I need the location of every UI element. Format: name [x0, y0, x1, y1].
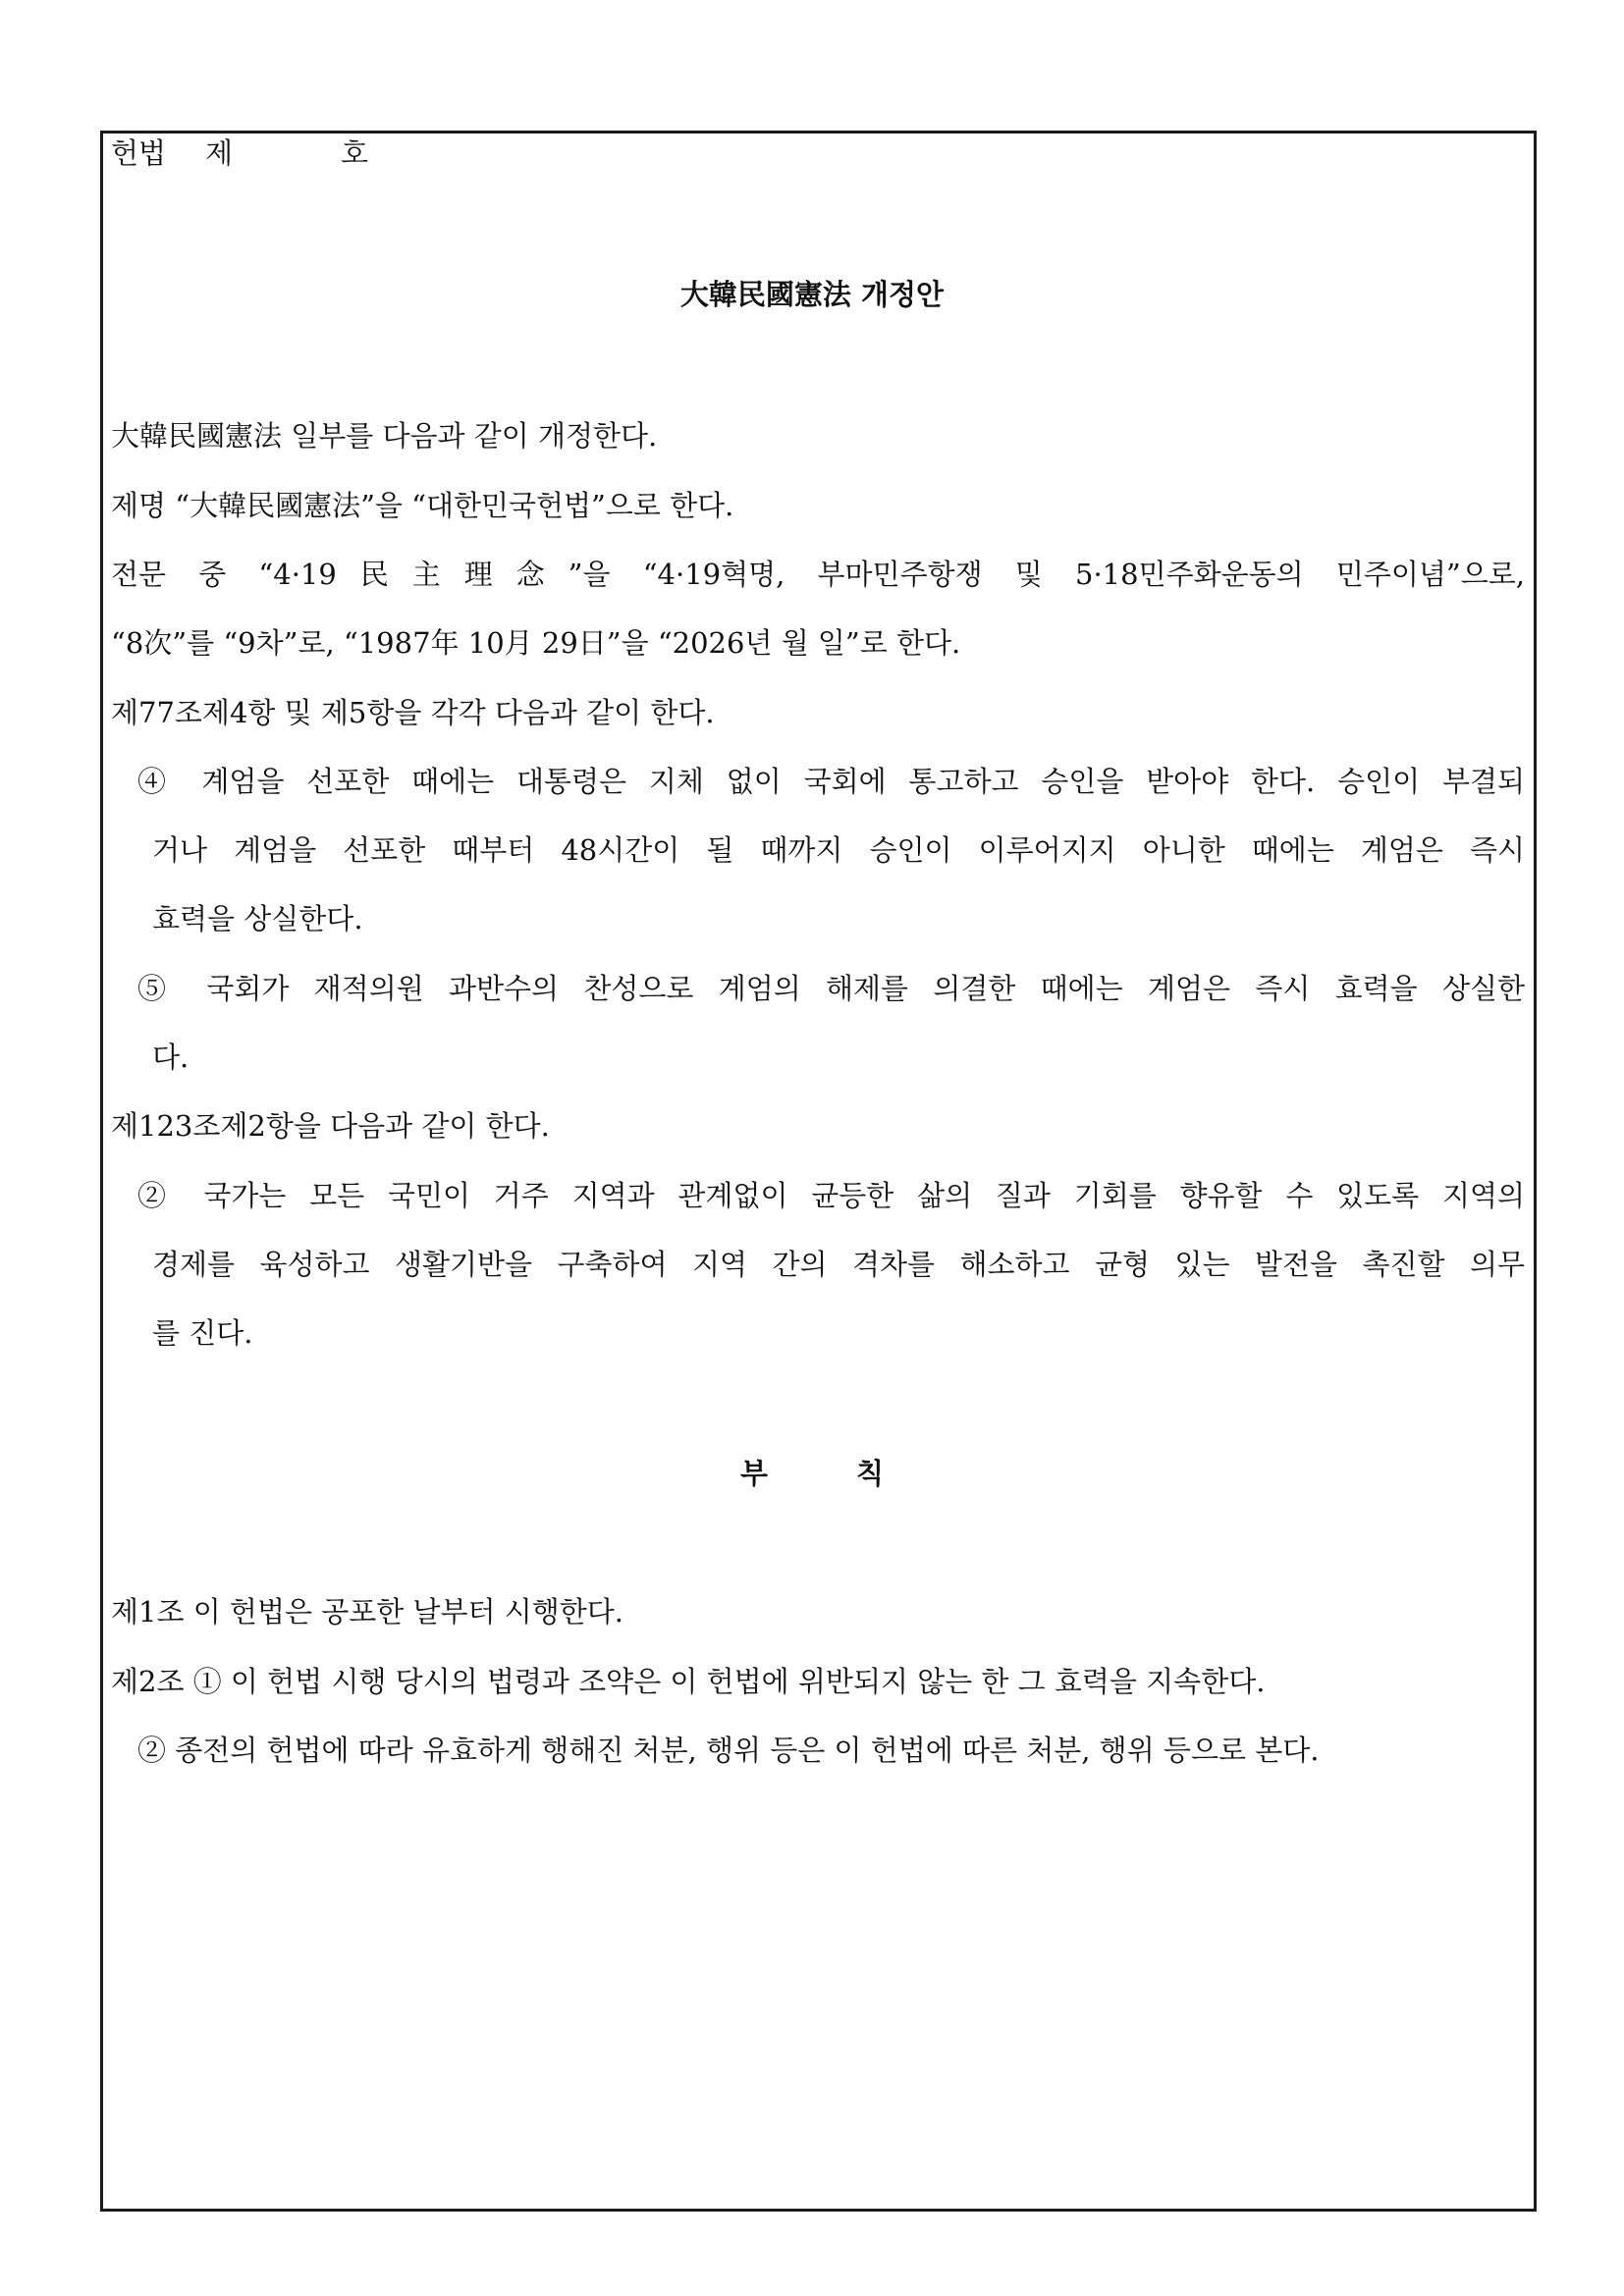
supplementary-article-1: 제1조 이 헌법은 공포한 날부터 시행한다.	[111, 1595, 623, 1629]
supplementary-heading	[0, 1454, 1624, 1493]
doc-ho: 호	[341, 136, 369, 170]
doc-label: 헌법	[111, 136, 167, 170]
article-77-intro: 제77조제4항 및 제5항을 각각 다음과 같이 한다.	[111, 696, 715, 729]
supplementary-article-2-paragraph-1: 제2조 ① 이 헌법 시행 당시의 법령과 조약은 이 헌법에 위반되지 않는 한 그 효력을 지속한다.	[111, 1665, 1266, 1698]
article-123-paragraph-2-line-3: 를 진다.	[152, 1316, 253, 1350]
supplementary-heading-right: 칙	[856, 1457, 885, 1490]
article-77-paragraph-5-line-1: ⑤ 국회가 재적의원 과반수의 찬성으로 계엄의 해제를 의결한 때에는 계엄은 즉시 효력을 상실한	[137, 972, 1525, 1005]
supplementary-article-2-paragraph-2: ② 종전의 헌법에 따라 유효하게 행해진 처분, 행위 등은 이 헌법에 따른 처분, 행위 등으로 본다.	[137, 1734, 1320, 1767]
article-77-paragraph-4-line-3: 효력을 상실한다.	[152, 902, 363, 935]
intro-sentence: 大韓民國憲法 일부를 다음과 같이 개정한다.	[111, 419, 658, 453]
preamble-amendment-line-1: 전문 중 “4·19民主理念”을 “4·19혁명, 부마민주항쟁 및 5·18민주화운동의 민주이념”으로,	[111, 558, 1525, 591]
article-123-paragraph-2-line-1: ② 국가는 모든 국민이 거주 지역과 관계없이 균등한 삶의 질과 기회를 향유할 수 있도록 지역의	[137, 1179, 1525, 1212]
preamble-amendment-line-2: “8次”를 “9차”로, “1987年 10月 29日”을 “2026년 월 일”로 한다.	[111, 626, 961, 660]
document-number	[111, 133, 368, 173]
doc-je: 제	[205, 136, 234, 170]
title-amendment: 제명 “大韓民國憲法”을 “대한민국헌법”으로 한다.	[111, 489, 734, 522]
article-77-paragraph-4-line-1: ④ 계엄을 선포한 때에는 대통령은 지체 없이 국회에 통고하고 승인을 받아야 한다. 승인이 부결되	[137, 765, 1525, 798]
document-title: 大韓民國憲法 개정안	[679, 278, 945, 311]
article-77-paragraph-5-line-2: 다.	[152, 1041, 189, 1074]
supplementary-heading-left: 부	[739, 1457, 768, 1490]
article-77-paragraph-4-line-2: 거나 계엄을 선포한 때부터 48시간이 될 때까지 승인이 이루어지지 아니한 때에는 계엄은 즉시	[152, 833, 1525, 867]
article-123-paragraph-2-line-2: 경제를 육성하고 생활기반을 구축하여 지역 간의 격차를 해소하고 균형 있는 발전을 촉진할 의무	[152, 1248, 1525, 1281]
article-123-intro: 제123조제2항을 다음과 같이 한다.	[111, 1109, 550, 1143]
